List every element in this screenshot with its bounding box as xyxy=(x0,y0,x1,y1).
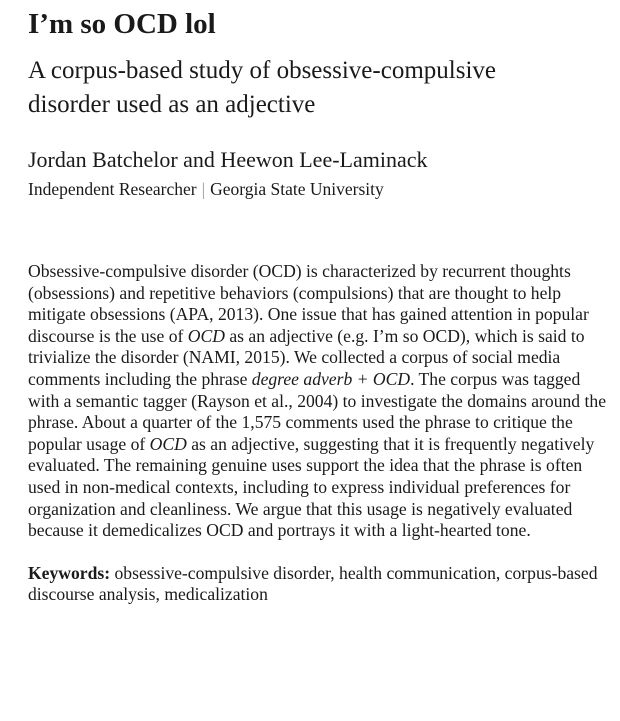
affiliation-2: Georgia State University xyxy=(210,179,384,199)
paper-page xyxy=(28,6,612,606)
affiliation-separator: | xyxy=(201,179,206,199)
keywords-label: Keywords: xyxy=(28,562,111,583)
abstract-text-3: . The corpus was tagged with a semantic tagger (Rayson et al., 2004) to investigate the domains around the phrase. About a quarter of the 1,575 comments used the phrase to critique the popular usage of xyxy=(28,368,606,454)
keywords xyxy=(28,563,612,606)
abstract-italic-3: OCD xyxy=(149,433,187,454)
paper-subtitle xyxy=(28,54,612,122)
affiliation-1: Independent Researcher xyxy=(28,179,197,199)
keywords-list: obsessive-compulsive disorder, health communication, corpus-based discourse analysis, medicalization xyxy=(28,562,598,605)
abstract xyxy=(28,261,612,542)
abstract-text-1: Obsessive-compulsive disorder (OCD) is characterized by recurrent thoughts (obsessions) and repetitive behaviors (compulsions) that are thought to help mitigate obsessions (APA, 2013). One issue that has gained attention in popular discourse is the use of xyxy=(28,261,589,346)
subtitle-line-2: disorder used as an adjective xyxy=(28,91,316,118)
abstract-italic-2: degree adverb + OCD xyxy=(251,368,411,389)
author-list: Jordan Batchelor and Heewon Lee-Laminack xyxy=(28,147,428,172)
abstract-text-4: as an adjective, suggesting that it is frequently negatively evaluated. The remaining genuine uses support the idea that the phrase is often used in non-medical contexts, including to express individual preferences for organization and cleanliness. We argue that this usage is negatively evaluated because it demedicalizes OCD and portrays it with a light-hearted tone. xyxy=(28,433,595,541)
paper-title: I’m so OCD lol xyxy=(28,8,216,40)
affiliation-list xyxy=(28,178,612,200)
abstract-text-2: as an adjective (e.g. I’m so OCD), which is said to trivialize the disorder (NAMI, 2015). We collected a corpus of social media comments including the phrase xyxy=(28,325,585,389)
abstract-italic-1: OCD xyxy=(187,325,225,346)
subtitle-line-1: A corpus-based study of obsessive-compulsive xyxy=(28,57,496,84)
